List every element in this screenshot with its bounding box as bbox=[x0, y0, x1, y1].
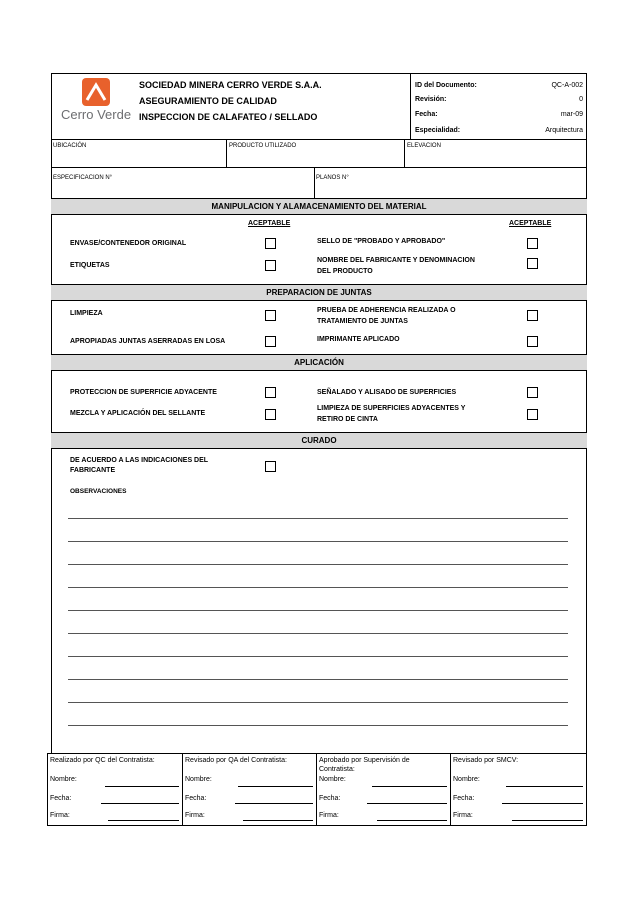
sig-qa-title: Revisado por QA del Contratista: bbox=[185, 757, 287, 764]
sig-qa-fecha-line[interactable] bbox=[235, 803, 313, 804]
section-manipulacion: MANIPULACION Y ALAMACENAMIENTO DEL MATERIAL bbox=[51, 198, 587, 215]
logo-text: Cerro Verde bbox=[60, 107, 132, 122]
sig-smcv-nombre: Nombre: bbox=[453, 776, 480, 783]
checkbox-etiquetas[interactable] bbox=[265, 260, 276, 271]
company-name: SOCIEDAD MINERA CERRO VERDE S.A.A. bbox=[139, 80, 322, 90]
observation-line[interactable] bbox=[68, 518, 568, 519]
sig-smcv-title: Revisado por SMCV: bbox=[453, 757, 519, 764]
department-name: ASEGURAMIENTO DE CALIDAD bbox=[139, 96, 277, 106]
checkbox-limpieza[interactable] bbox=[265, 310, 276, 321]
frame-right bbox=[586, 73, 587, 753]
sig-supervision-fecha: Fecha: bbox=[319, 795, 341, 802]
meta-value-fecha: mar-09 bbox=[560, 111, 583, 118]
observation-line[interactable] bbox=[68, 633, 568, 634]
sig-qa-nombre-line[interactable] bbox=[238, 786, 313, 787]
section-curado: CURADO bbox=[51, 432, 587, 449]
checkbox-senalado[interactable] bbox=[527, 387, 538, 398]
checkbox-envase[interactable] bbox=[265, 238, 276, 249]
checkbox-indicaciones[interactable] bbox=[265, 461, 276, 472]
sig-qa-firma-line[interactable] bbox=[243, 820, 313, 821]
producto-label: PRODUCTO UTILIZADO bbox=[229, 143, 297, 149]
sig-supervision-nombre: Nombre: bbox=[319, 776, 346, 783]
sig-qc-nombre-line[interactable] bbox=[105, 786, 179, 787]
sig-qc-nombre: Nombre: bbox=[50, 776, 77, 783]
ubicacion-label: UBICACIÓN bbox=[53, 143, 87, 149]
checkbox-mezcla[interactable] bbox=[265, 409, 276, 420]
observaciones-label: OBSERVACIONES bbox=[70, 488, 127, 495]
company-logo bbox=[56, 76, 136, 126]
meta-value-especialidad: Arquitectura bbox=[545, 127, 583, 134]
sig-smcv-fecha: Fecha: bbox=[453, 795, 475, 802]
item-nombre-fabricante-l2: DEL PRODUCTO bbox=[317, 268, 373, 275]
item-envase: ENVASE/CONTENEDOR ORIGINAL bbox=[70, 240, 187, 247]
item-juntas-aserradas: APROPIADAS JUNTAS ASERRADAS EN LOSA bbox=[70, 338, 226, 345]
col-aceptable-left: ACEPTABLE bbox=[248, 220, 291, 227]
col-aceptable-right: ACEPTABLE bbox=[509, 220, 552, 227]
item-senalado: SEÑALADO Y ALISADO DE SUPERFICIES bbox=[317, 389, 457, 396]
sig-smcv-nombre-line[interactable] bbox=[506, 786, 583, 787]
sig-supervision-firma: Firma: bbox=[319, 812, 339, 819]
sig-qc-fecha: Fecha: bbox=[50, 795, 72, 802]
frame-left bbox=[51, 73, 52, 753]
item-limpieza-superficies-l2: RETIRO DE CINTA bbox=[317, 416, 378, 423]
section-aplicacion: APLICACIÓN bbox=[51, 354, 587, 371]
sig-supervision-title-l1: Aprobado por Supervisión de bbox=[319, 757, 410, 764]
sig-qa-nombre: Nombre: bbox=[185, 776, 212, 783]
observation-line[interactable] bbox=[68, 564, 568, 565]
item-prueba-adherencia-l2: TRATAMIENTO DE JUNTAS bbox=[317, 318, 408, 325]
sig-qa-fecha: Fecha: bbox=[185, 795, 207, 802]
sig-supervision-fecha-line[interactable] bbox=[367, 803, 447, 804]
item-limpieza: LIMPIEZA bbox=[70, 310, 103, 317]
checkbox-limpieza-superficies[interactable] bbox=[527, 409, 538, 420]
checkbox-nombre-fabricante[interactable] bbox=[527, 258, 538, 269]
elevacion-label: ELEVACION bbox=[407, 143, 441, 149]
sig-qc-fecha-line[interactable] bbox=[101, 803, 179, 804]
form-title: INSPECCION DE CALAFATEO / SELLADO bbox=[139, 112, 318, 122]
observation-line[interactable] bbox=[68, 610, 568, 611]
meta-label-id: ID del Documento: bbox=[415, 82, 477, 89]
meta-value-id: QC-A-002 bbox=[551, 82, 583, 89]
item-prueba-adherencia-l1: PRUEBA DE ADHERENCIA REALIZADA O bbox=[317, 307, 456, 314]
observation-line[interactable] bbox=[68, 541, 568, 542]
item-imprimante: IMPRIMANTE APLICADO bbox=[317, 336, 400, 343]
sig-supervision-title-l2: Contratista: bbox=[319, 766, 355, 773]
item-limpieza-superficies-l1: LIMPIEZA DE SUPERFICIES ADYACENTES Y bbox=[317, 405, 466, 412]
item-indicaciones-l1: DE ACUERDO A LAS INDICACIONES DEL bbox=[70, 457, 209, 464]
section-preparacion: PREPARACION DE JUNTAS bbox=[51, 284, 587, 301]
item-sello: SELLO DE "PROBADO Y APROBADO" bbox=[317, 238, 446, 245]
sig-smcv-fecha-line[interactable] bbox=[502, 803, 583, 804]
observation-line[interactable] bbox=[68, 679, 568, 680]
item-nombre-fabricante-l1: NOMBRE DEL FABRICANTE Y DENOMINACION bbox=[317, 257, 475, 264]
sig-qc-firma: Firma: bbox=[50, 812, 70, 819]
observation-line[interactable] bbox=[68, 656, 568, 657]
observation-line[interactable] bbox=[68, 725, 568, 726]
checkbox-prueba-adherencia[interactable] bbox=[527, 310, 538, 321]
sig-qa-firma: Firma: bbox=[185, 812, 205, 819]
checkbox-imprimante[interactable] bbox=[527, 336, 538, 347]
planos-label: PLANOS N° bbox=[316, 175, 349, 181]
checkbox-juntas-aserradas[interactable] bbox=[265, 336, 276, 347]
item-proteccion: PROTECCION DE SUPERFICIE ADYACENTE bbox=[70, 389, 217, 396]
sig-supervision-nombre-line[interactable] bbox=[372, 786, 447, 787]
frame-top bbox=[51, 73, 587, 74]
observation-line[interactable] bbox=[68, 702, 568, 703]
checkbox-proteccion[interactable] bbox=[265, 387, 276, 398]
sig-smcv-firma-line[interactable] bbox=[512, 820, 583, 821]
sig-qc-firma-line[interactable] bbox=[108, 820, 179, 821]
observation-line[interactable] bbox=[68, 587, 568, 588]
item-indicaciones-l2: FABRICANTE bbox=[70, 467, 116, 474]
meta-value-revision: 0 bbox=[579, 96, 583, 103]
sig-smcv-firma: Firma: bbox=[453, 812, 473, 819]
item-etiquetas: ETIQUETAS bbox=[70, 262, 110, 269]
item-mezcla: MEZCLA Y APLICACIÓN DEL SELLANTE bbox=[70, 410, 206, 417]
sig-supervision-firma-line[interactable] bbox=[377, 820, 447, 821]
especificacion-label: ESPECIFICACION N° bbox=[53, 175, 113, 181]
checkbox-sello[interactable] bbox=[527, 238, 538, 249]
sig-qc-title: Realizado por QC del Contratista: bbox=[50, 757, 155, 764]
meta-label-especialidad: Especialidad: bbox=[415, 127, 461, 134]
meta-label-revision: Revisión: bbox=[415, 96, 447, 103]
meta-label-fecha: Fecha: bbox=[415, 111, 438, 118]
